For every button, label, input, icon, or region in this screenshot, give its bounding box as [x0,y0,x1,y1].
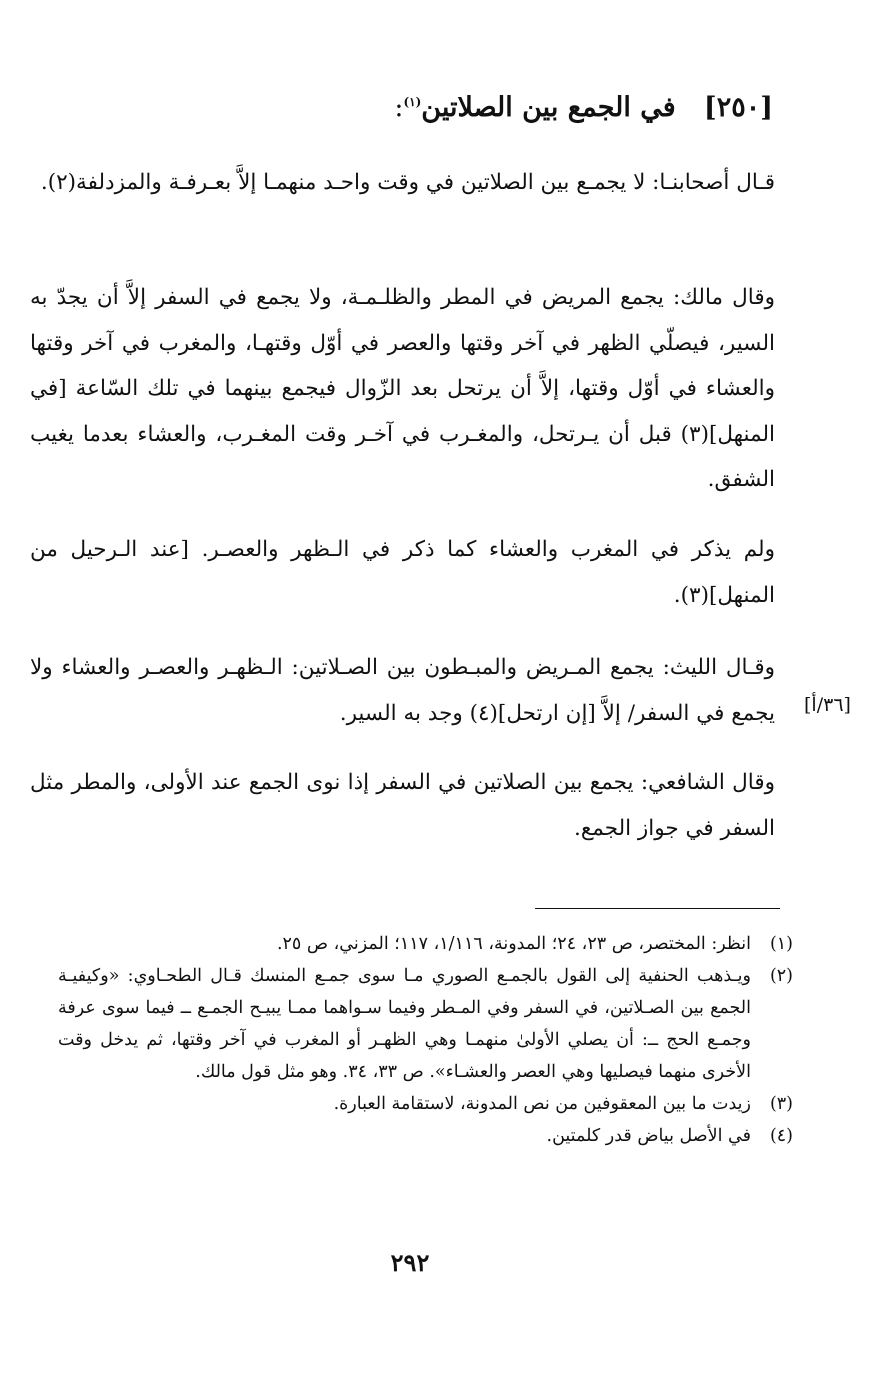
footnote-number: (٤) [769,1126,793,1146]
paragraph-layth: وقـال الليث: يجمع المـريض والمبـطون بين الصـلاتين: الـظهـر والعصـر والعشاء ولا يجمع في السفر/ إلاَّ [إن ارتحل](٤) وجد به السير. [30,655,775,726]
footnotes [58,928,793,1152]
section-heading [394,92,773,123]
paragraph-shafii: وقال الشافعي: يجمع بين الصلاتين في السفر إذا نوى الجمع عند الأولى، والمطر مثل السفر في جواز الجمع. [30,770,775,841]
section-title: في الجمع بين الصلاتين [421,92,676,123]
footnote-text: ويـذهب الحنفية إلى القول بالجمـع الصوري مـا سوى جمـع المنسك قـال الطحـاوي: «وكيفيـة الجمع بين الصـلاتين، في السفر وفي المـطر وفيما سـواهما ممـا يبيـح الجمـع ــ فيما سوى عرفة وجمـع الحج ــ: أن يصلي الأولىٰ منهمـا وهي الظهـر أو المغرب في آخر وقتها، ثم يدخل وقت الأخرى منهما فيصليها وهي العصر والعشـاء». ص ٣٣، ٣٤. وهو مثل قول مالك. [58,966,751,1082]
footnote-separator [535,908,780,909]
footnote-number: (١) [769,934,793,954]
footnote-2 [58,960,793,1088]
footnote-text: في الأصل بياض قدر كلمتين. [546,1126,751,1146]
heading-colon: : [394,92,404,123]
footnote-3 [58,1088,793,1120]
footnote-4 [58,1120,793,1152]
margin-folio-note: [٣٦/أ] [804,694,851,716]
footnote-text: زيدت ما بين المعقوفين من نص المدونة، لاستقامة العبارة. [333,1094,751,1114]
footnote-text: انظر: المختصر، ص ٢٣، ٢٤؛ المدونة، ١/١١٦، ١١٧؛ المزني، ص ٢٥. [276,934,751,954]
paragraph-malik: وقال مالك: يجمع المريض في المطر والظلـمـة، ولا يجمع في السفر إلاَّ أن يجدّ به السير، فيصلّي الظهر في آخر وقتها والعصر في أوّل وقتهـا، والمغرب في آخر وقتها والعشاء في أوّل وقتها، إلاَّ أن يرتحل بعد الزّوال فيجمع بينهما في تلك السّاعة [في المنهل](٣) قبل أن يـرتحل، والمغـرب في آخـر وقت المغـرب، والعشاء بعدما يغيب الشفق. [30,285,775,492]
page-number: ٢٩٢ [390,1248,430,1277]
footnote-number: (٣) [769,1094,793,1114]
footnote-1 [58,928,793,960]
section-number: [٢٥٠] [703,92,773,123]
paragraph-ashabuna: قـال أصحابنـا: لا يجمـع بين الصلاتين في وقت واحـد منهمـا إلاَّ بعـرفـة والمزدلفة(٢). [40,170,775,195]
heading-footnote-ref: (١) [403,95,422,109]
footnote-number: (٢) [769,966,793,986]
paragraph-maghrib-isha: ولم يذكر في المغرب والعشاء كما ذكر في الـظهر والعصـر. [عند الـرحيل من المنهل](٣). [30,537,775,608]
